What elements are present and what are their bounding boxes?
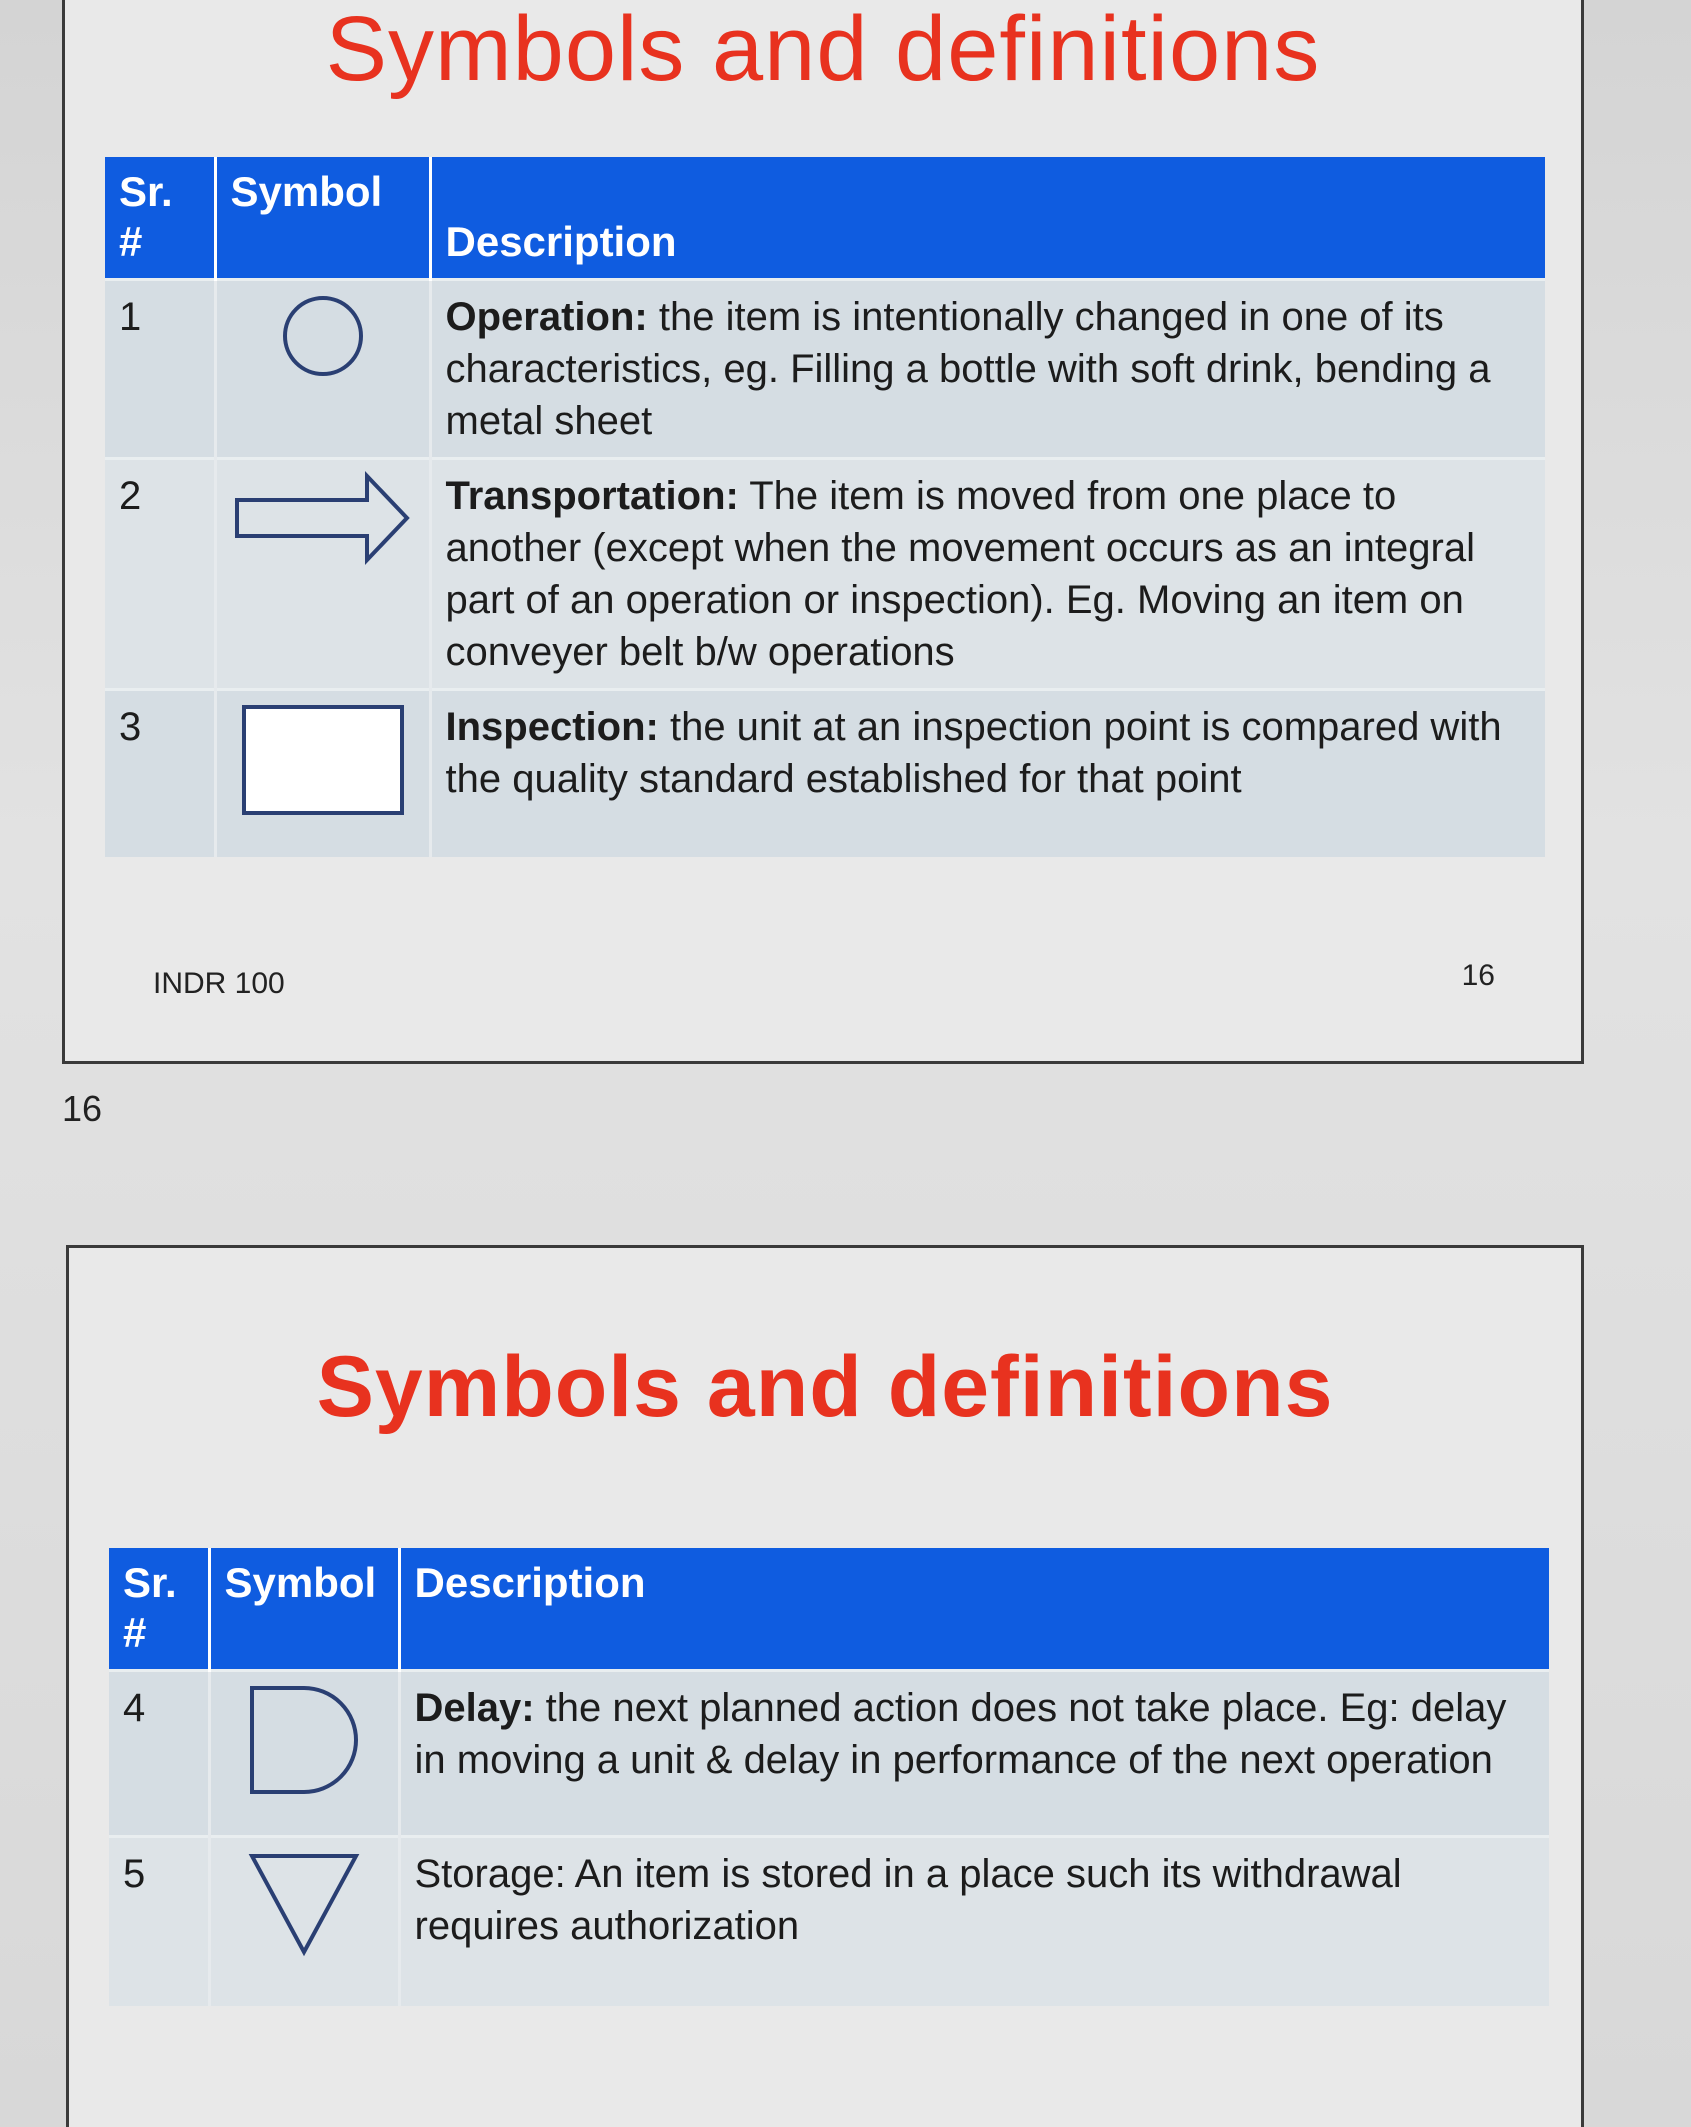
slide-1-symbols-table bbox=[105, 157, 1545, 857]
table-row bbox=[105, 689, 1545, 857]
header-symbol: Symbol bbox=[209, 1548, 399, 1670]
operation-description bbox=[430, 279, 1545, 458]
row-number: 3 bbox=[105, 689, 215, 857]
row-number: 1 bbox=[105, 279, 215, 458]
row-number: 5 bbox=[109, 1836, 209, 2006]
table-row bbox=[109, 1670, 1549, 1836]
square-icon bbox=[238, 701, 408, 821]
arrow-right-icon bbox=[233, 470, 413, 566]
delay-symbol bbox=[209, 1670, 399, 1836]
transportation-symbol bbox=[215, 458, 430, 689]
slide-1-title: Symbols and definitions bbox=[325, 0, 1321, 100]
term: Transportation: bbox=[445, 473, 739, 518]
header-sr: Sr. # bbox=[105, 157, 215, 279]
row-number: 4 bbox=[109, 1670, 209, 1836]
definition: the item is intentionally changed in one of its characteristics, eg. Filling a bottle with soft drink, bending a metal sheet bbox=[445, 294, 1491, 443]
slide-1 bbox=[62, 0, 1584, 1064]
transportation-description bbox=[430, 458, 1545, 689]
slide-2-title: Symbols and definitions bbox=[316, 1339, 1334, 1435]
circle-icon bbox=[278, 291, 368, 381]
header-sr: Sr. # bbox=[109, 1548, 209, 1670]
definition: Storage: An item is stored in a place such its withdrawal requires authorization bbox=[414, 1851, 1402, 1948]
operation-symbol bbox=[215, 279, 430, 458]
header-symbol: Symbol bbox=[215, 157, 430, 279]
triangle-down-icon bbox=[244, 1848, 364, 1960]
term: Delay: bbox=[414, 1685, 535, 1730]
term: Inspection: bbox=[445, 704, 659, 749]
storage-description bbox=[399, 1836, 1549, 2006]
row-number: 2 bbox=[105, 458, 215, 689]
d-shape-icon bbox=[244, 1682, 364, 1798]
delay-description bbox=[399, 1670, 1549, 1836]
slide-2-symbols-table bbox=[109, 1548, 1549, 2006]
inspection-description bbox=[430, 689, 1545, 857]
slide-2 bbox=[66, 1245, 1584, 2127]
header-description: Description bbox=[430, 157, 1545, 279]
storage-symbol bbox=[209, 1836, 399, 2006]
table-row bbox=[105, 279, 1545, 458]
table-row bbox=[105, 458, 1545, 689]
definition: the unit at an inspection point is compared with the quality standard established for that point bbox=[445, 704, 1502, 801]
header-description: Description bbox=[399, 1548, 1549, 1670]
term: Operation: bbox=[445, 294, 648, 339]
footer-course-code: INDR 100 bbox=[153, 967, 285, 1000]
definition: the next planned action does not take place. Eg: delay in moving a unit & delay in performance of the next operation bbox=[414, 1685, 1507, 1782]
footer-slide-number: 16 bbox=[1461, 959, 1495, 992]
inspection-symbol bbox=[215, 689, 430, 857]
page-number: 16 bbox=[62, 1088, 103, 1129]
definition: The item is moved from one place to another (except when the movement occurs as an integral part of an operation or inspection). Eg. Moving an item on conveyer belt b/w operations bbox=[445, 473, 1475, 674]
table-row bbox=[109, 1836, 1549, 2006]
